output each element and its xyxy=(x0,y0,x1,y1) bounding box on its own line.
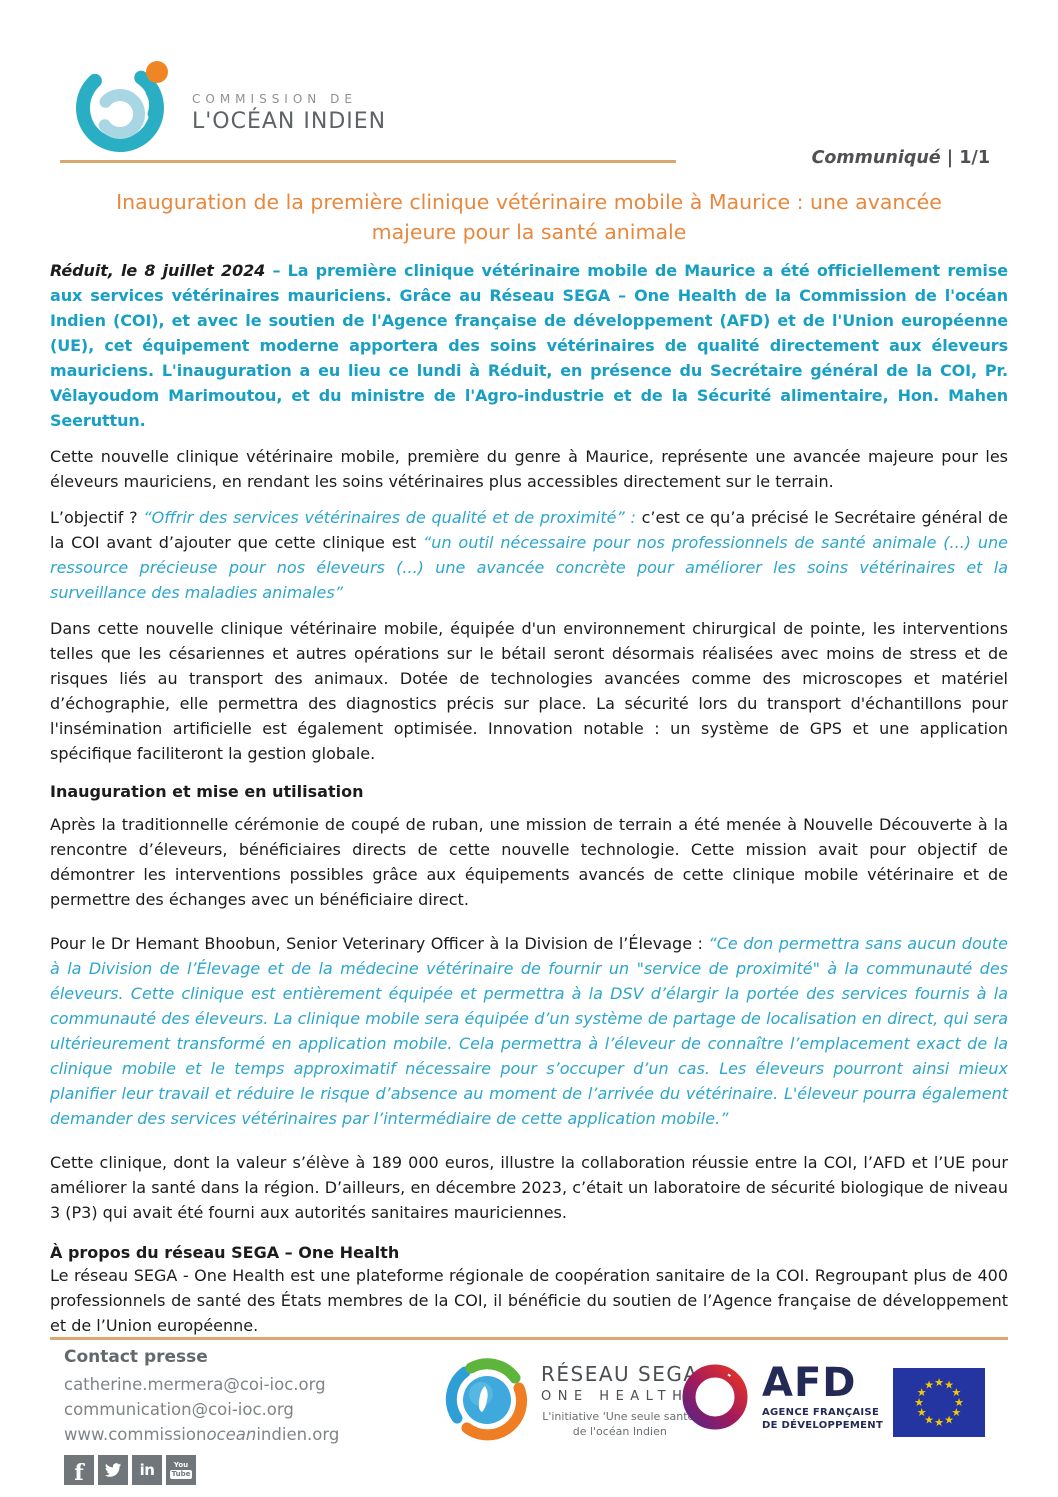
contact-heading: Contact presse xyxy=(64,1347,208,1367)
doc-type-label: Communiqué xyxy=(811,148,941,168)
facebook-glyph: f xyxy=(74,1460,84,1487)
doc-type-and-page xyxy=(812,148,990,168)
header-rule xyxy=(60,160,676,163)
twitter-icon[interactable] xyxy=(98,1455,128,1485)
paragraph-lead xyxy=(50,258,1008,433)
coi-wordmark xyxy=(192,92,386,134)
paragraph-5: Après la traditionnelle cérémonie de coupé de ruban, une mission de terrain a été menée à Nouvelle Découverte à la rencontre d’éleveurs, bénéficiaires directs de cette nouvelle technologie. Cette mission avait pour objectif de démontrer les interventions possibles grâce aux équipements avancés de cette clinique mobile vétérinaire et de permettre des échanges avec un bénéficiaire direct. xyxy=(50,815,1008,909)
svg-text:★: ★ xyxy=(934,1416,944,1429)
contact-email-2: communication@coi-ioc.org xyxy=(64,1399,294,1419)
afd-logo-text xyxy=(762,1360,884,1431)
youtube-glyph-top: You xyxy=(173,1460,189,1469)
youtube-glyph xyxy=(170,1462,193,1479)
article-body xyxy=(50,258,1008,1349)
coi-logo xyxy=(68,56,386,152)
svg-text:★: ★ xyxy=(944,1413,954,1427)
svg-text:★: ★ xyxy=(924,1413,934,1427)
svg-text:★: ★ xyxy=(914,1396,924,1409)
website-prefix: www.commission xyxy=(64,1424,207,1444)
footer-rule xyxy=(50,1337,1008,1340)
dateline: Réduit, le 8 juillet 2024 xyxy=(50,261,273,280)
svg-text:★: ★ xyxy=(944,1378,954,1392)
doc-page-separator: | xyxy=(940,148,960,168)
section-heading-inauguration: Inauguration et mise en utilisation xyxy=(50,782,364,801)
afd-name: AFD xyxy=(762,1360,857,1406)
coi-wordmark-line2: L'OCÉAN INDIEN xyxy=(192,109,387,134)
svg-text:★: ★ xyxy=(951,1406,962,1419)
contact-website xyxy=(64,1423,394,1448)
p3-quote-2: “un outil nécessaire pour nos professionnels de santé animale (...) une ressource précieuse pour nos éleveurs (...) une avancée concrète pour améliorer les soins vétérinaires et la surveillance des maladies animales” xyxy=(50,533,1008,602)
facebook-icon[interactable] xyxy=(64,1455,94,1485)
p3-mid: c’est ce qu’a précisé le Secrétaire général de la COI avant d’ajouter que cette clinique est xyxy=(50,508,1009,552)
svg-text:★: ★ xyxy=(916,1406,927,1419)
p6-quote: “Ce don permettra sans aucun doute à la Division de l’Élevage et de la médecine vétérinaire de fournir un "service de proximité" à la communauté des éleveurs. Cette clinique est entièrement équipée et permettra à la DSV d’élargir la portée des services fournis à la communauté des éleveurs. La clinique mobile sera équipée d’un système de partage de localisation en direct, qui sera ultérieurement transformé en application mobile. Cela permettra à l’éleveur de connaître l’emplacement exact de la clinique mobile et le temps approximatif nécessaire pour s’occuper d’un cas. Les éleveurs pourront ainsi mieux planifier leur travail et réduire le risque d’absence au moment de l’arrivée du vétérinaire. L'éleveur pourra également demander des services vétérinaires par l’intermédiaire de cette application mobile.” xyxy=(50,934,1008,1128)
afd-line1: AGENCE FRANÇAISE xyxy=(762,1407,880,1418)
afd-logo-icon xyxy=(678,1360,752,1434)
linkedin-icon[interactable] xyxy=(132,1455,162,1485)
coi-wordmark-line1: COMMISSION DE xyxy=(192,92,357,106)
sega-logo-text xyxy=(541,1362,699,1438)
sega-line1: RÉSEAU SEGA xyxy=(541,1362,699,1386)
p3-quote-1: “Offrir des services vétérinaires de qualité et de proximité” : xyxy=(143,508,642,527)
twitter-bird-glyph xyxy=(103,1460,123,1480)
press-contact-block xyxy=(64,1347,394,1485)
page-title: Inauguration de la première clinique vétérinaire mobile à Maurice : une avancée majeure pour la santé animale xyxy=(116,190,942,244)
paragraph-4: Dans cette nouvelle clinique vétérinaire mobile, équipée d'un environnement chirurgical de pointe, les interventions telles que les césariennes et autres opérations sur le bétail seront désormais réalisées avec moins de stress et de risques liés au transport des animaux. Dotée de technologies avancées comme des microscopes et matériel d’échographie, elle permettra des diagnostics précis sur place. La sécurité lors du transport d'échantillons pour l'insémination artificielle est également optimisée. Innovation notable : un système de GPS et une application spécifique faciliteront la gestion globale. xyxy=(50,619,1008,763)
youtube-icon[interactable] xyxy=(166,1455,196,1485)
eu-flag xyxy=(893,1368,985,1441)
paragraph-7: Cette clinique, dont la valeur s’élève à 189 000 euros, illustre la collaboration réussie entre la COI, l’AFD et l’UE pour améliorer la santé dans la région. D’ailleurs, en décembre 2023, c’était un laboratoire de sécurité biologique de niveau 3 (P3) qui avait été fourni aux autorités sanitaires mauriciennes. xyxy=(50,1153,1008,1222)
sega-line2: ONE HEALTH xyxy=(541,1389,689,1404)
afd-line2: DE DÉVELOPPEMENT xyxy=(762,1420,884,1431)
website-suffix: indien.org xyxy=(256,1424,340,1444)
svg-text:★: ★ xyxy=(951,1386,962,1399)
paragraph-8: Le réseau SEGA - One Health est une plateforme régionale de coopération sanitaire de la COI. Regroupant plus de 400 professionnels de santé des États membres de la COI, il bénéficie du soutien de l’Agence française de développement et de l’Union européenne. xyxy=(50,1266,1008,1335)
linkedin-glyph: in xyxy=(139,1461,155,1480)
paragraph-6 xyxy=(50,931,1008,1131)
svg-text:★: ★ xyxy=(916,1386,927,1399)
svg-text:★: ★ xyxy=(924,1378,934,1392)
eu-flag-icon xyxy=(893,1368,985,1437)
svg-text:★: ★ xyxy=(934,1376,944,1389)
p6-intro: Pour le Dr Hemant Bhoobun, Senior Veterinary Officer à la Division de l’Élevage : xyxy=(50,934,709,953)
afd-logo xyxy=(678,1360,883,1434)
section-heading-apropos: À propos du réseau SEGA – One Health xyxy=(50,1243,400,1262)
sega-one-health-logo xyxy=(443,1356,699,1444)
paragraph-2: Cette nouvelle clinique vétérinaire mobile, première du genre à Maurice, représente une avancée majeure pour les éleveurs mauriciens, en rendant les soins vétérinaires plus accessibles directement sur le terrain. xyxy=(50,447,1008,491)
social-links xyxy=(64,1455,394,1485)
contact-email-1: catherine.mermera@coi-ioc.org xyxy=(64,1375,326,1394)
coi-logo-icon xyxy=(68,56,180,152)
page-indicator: 1/1 xyxy=(959,148,990,168)
youtube-glyph-bottom: Tube xyxy=(171,1469,191,1478)
sega-line4: de l'océan Indien xyxy=(572,1425,667,1438)
website-italic: ocean xyxy=(206,1424,257,1444)
svg-text:★: ★ xyxy=(954,1396,964,1409)
lead-text: – La première clinique vétérinaire mobile de Maurice a été officiellement remise aux services vétérinaires mauriciens. Grâce au Réseau SEGA – One Health de la Commission de l'océan Indien (COI), et avec le soutien de l'Agence française de développement (AFD) et de l'Union européenne (UE), cet équipement moderne apportera des soins vétérinaires de qualité directement aux éleveurs mauriciens. L'inauguration a eu lieu ce lundi à Réduit, en présence du Secrétaire général de la COI, Pr. Vêlayoudom Marimoutou, et du ministre de l'Agro-industrie et de la Sécurité alimentaire, Hon. Mahen Seeruttun. xyxy=(50,261,1008,430)
p3-intro: L’objectif ? xyxy=(50,508,144,527)
sega-line3: L'initiative 'Une seule santé' xyxy=(542,1410,698,1423)
sega-logo-icon xyxy=(443,1356,531,1444)
paragraph-3 xyxy=(50,505,1008,605)
